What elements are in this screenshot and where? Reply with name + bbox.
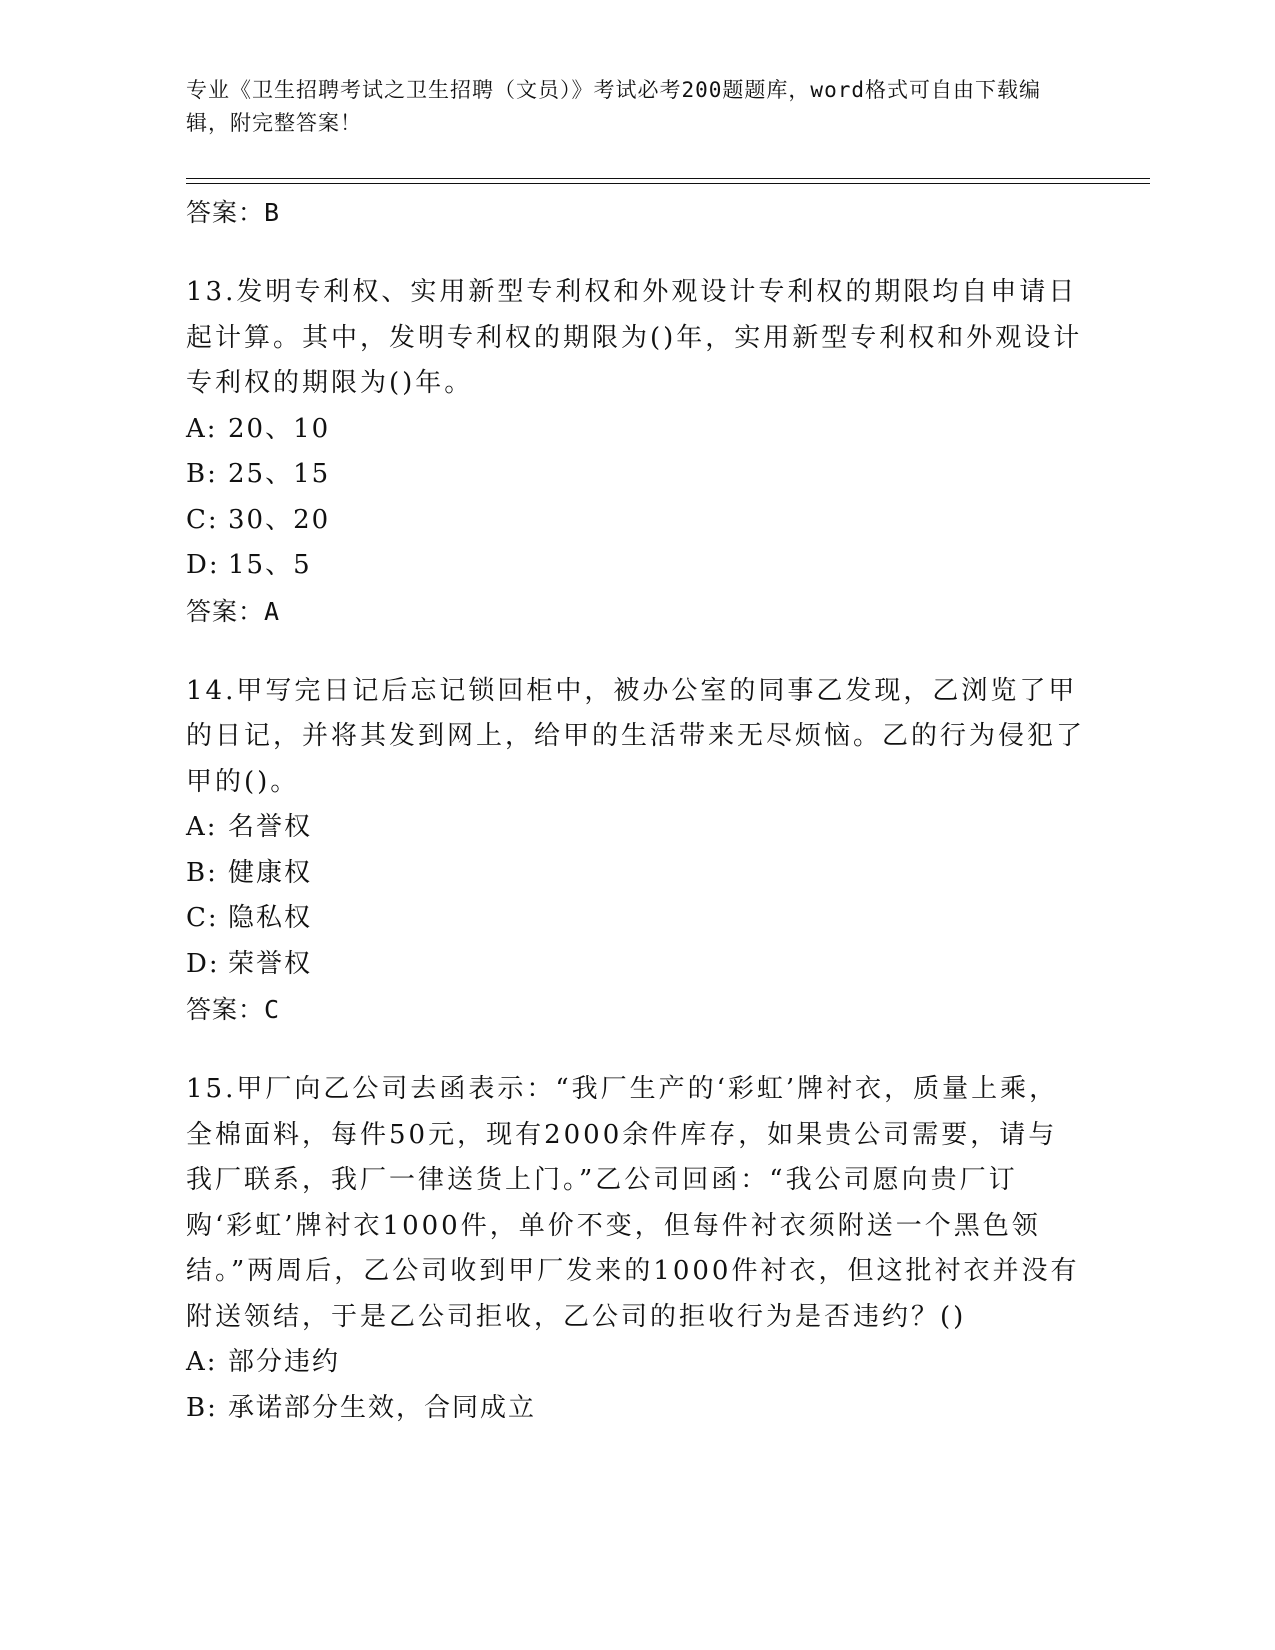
option-text: 20、10 [228, 413, 331, 444]
option-a [186, 805, 1086, 851]
option-text: 承诺部分生效，合同成立 [228, 1392, 537, 1423]
option-text: 隐私权 [228, 903, 313, 933]
option-key: A: [186, 1347, 218, 1377]
option-d [186, 543, 1086, 589]
question-stem: 14.甲写完日记后忘记锁回柜中，被办公室的同事乙发现，乙浏览了甲的日记，并将其发到网上，给甲的生活带来无尽烦恼。乙的行为侵犯了甲的()。 [186, 675, 1086, 797]
answer-line: 答案：C [186, 995, 281, 1024]
option-key: A: [186, 812, 218, 842]
header-rule-bottom [186, 183, 1150, 184]
option-text: 荣誉权 [228, 948, 313, 979]
answer-line: 答案：B [186, 198, 281, 227]
document-body [186, 190, 1086, 1431]
option-b [186, 851, 1086, 897]
question-stem: 13.发明专利权、实用新型专利权和外观设计专利权的期限均自申请日起计算。其中，发明专利权的期限为()年，实用新型专利权和外观设计专利权的期限为()年。 [186, 277, 1083, 398]
question-13 [186, 270, 1086, 635]
header-rule-top [186, 178, 1150, 179]
option-a [186, 1340, 1086, 1386]
option-key: A: [186, 413, 218, 444]
option-key: B: [186, 459, 218, 489]
option-key: C: [186, 504, 219, 535]
option-text: 部分违约 [228, 1347, 341, 1377]
option-a [186, 407, 1086, 453]
option-key: B: [186, 857, 218, 888]
option-text: 15、5 [228, 550, 312, 580]
option-key: D: [186, 948, 220, 979]
option-b [186, 1386, 1086, 1432]
option-c [186, 896, 1086, 942]
option-text: 名誉权 [228, 812, 313, 842]
option-text: 25、15 [228, 459, 331, 489]
question-stem: 15.甲厂向乙公司去函表示：“我厂生产的‘彩虹’牌衬衣，质量上乘，全棉面料，每件50元，现有2000余件库存，如果贵公司需要，请与我厂联系，我厂一律送货上门。”乙公司回函：“我公司愿向贵厂订购‘彩虹’牌衬衣1000件，单价不变，但每件衬衣须附送一个黑色领结。”两周后，乙公司收到甲厂发来的1000件衬衣，但这批衬衣并没有附送领结，于是乙公司拒收，乙公司的拒收行为是否违约？() [186, 1074, 1080, 1332]
option-d [186, 942, 1086, 988]
answer-line: 答案：A [186, 596, 281, 626]
option-key: B: [186, 1392, 218, 1423]
option-key: C: [186, 903, 219, 933]
question-15 [186, 1067, 1086, 1431]
document-header: 专业《卫生招聘考试之卫生招聘（文员）》考试必考200题题库，word格式可自由下载编辑，附完整答案！ [186, 78, 1041, 135]
option-text: 健康权 [228, 857, 313, 888]
option-b [186, 452, 1086, 498]
option-key: D: [186, 550, 220, 580]
option-text: 30、20 [228, 504, 331, 535]
question-14 [186, 669, 1086, 1034]
option-c [186, 498, 1086, 544]
